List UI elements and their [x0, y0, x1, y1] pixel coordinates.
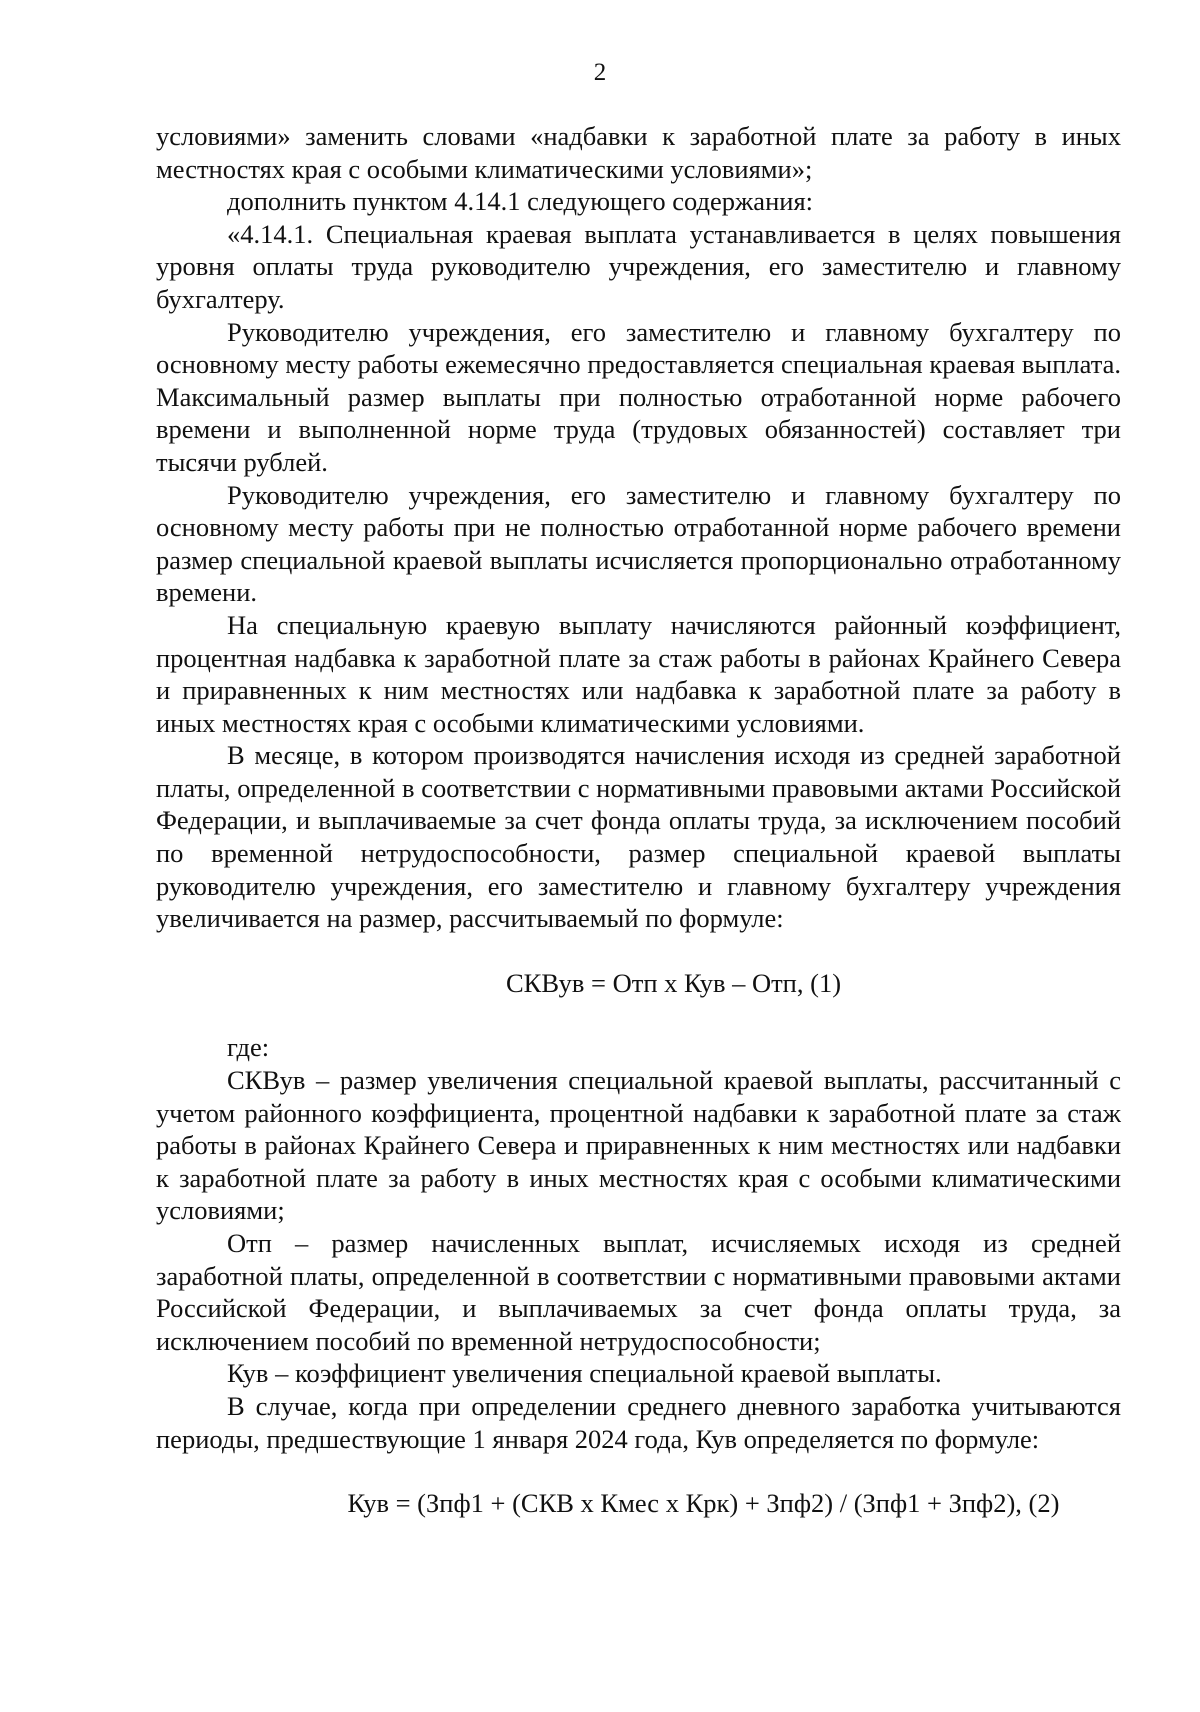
definition-skvuv: СКВув – размер увеличения специальной краевой выплаты, рассчитанный с учетом районного коэффициента, процентной надбавки к заработной плате за стаж работы в районах Крайнего Севера и приравненных к ним местностях или надбавки к заработной плате за работу в иных местностях края с особыми климатическими условиями; [156, 1065, 1121, 1226]
definition-otp: Отп – размер начисленных выплат, исчисляемых исходя из средней заработной платы, определенной в соответствии с нормативными правовыми актами Российской Федерации, и выплачиваемых за счет фонда оплаты труда, за исключением пособий по временной нетрудоспособности; [156, 1228, 1121, 1356]
where-label: где: [227, 1032, 270, 1063]
paragraph-periods-before-2024: В случае, когда при определении среднего дневного заработка учитываются периоды, предшествующие 1 января 2024 года, Кув определяется по формуле: [156, 1390, 1121, 1454]
paragraph-monthly-payment: Руководителю учреждения, его заместителю и главному бухгалтеру по основному месту работы ежемесячно предоставляется специальная краевая выплата. Максимальный размер выплаты при полностью отработанной норме рабочего времени и выполненной норме труда (трудовых обязанностей) составляет три тысячи рублей. [156, 316, 1121, 477]
document-body [156, 120, 1121, 1520]
page-number: 2 [593, 59, 607, 86]
definition-kuv: Кув – коэффициент увеличения специальной краевой выплаты. [227, 1358, 942, 1389]
formula-2: Кув = (Зпф1 + (СКВ х Кмес х Крк) + Зпф2) / (Зпф1 + Зпф2), (2) [347, 1488, 1060, 1519]
paragraph-regional-coefficient: На специальную краевую выплату начисляются районный коэффициент, процентная надбавка к заработной плате за стаж работы в районах Крайнего Севера и приравненных к ним местностях или надбавка к заработной плате за работу в иных местностях края с особыми климатическими условиями. [156, 609, 1121, 738]
paragraph-continuation: условиями» заменить словами «надбавки к заработной плате за работу в иных местностях края с особыми климатическими условиями»; [156, 121, 1121, 184]
paragraph-add-clause: дополнить пунктом 4.14.1 следующего содержания: [227, 186, 813, 217]
paragraph-average-earnings: В месяце, в котором производятся начисления исходя из средней заработной платы, определенной в соответствии с нормативными правовыми актами Российской Федерации, и выплачиваемые за счет фонда оплаты труда, за исключением пособий по временной нетрудоспособности, размер специальной краевой выплаты руководителю учреждения, его заместителю и главному бухгалтеру учреждения увеличивается на размер, рассчитываемый по формуле: [156, 740, 1121, 934]
formula-1: СКВув = Отп х Кув – Отп, (1) [505, 967, 842, 998]
paragraph-proportional-payment: Руководителю учреждения, его заместителю и главному бухгалтеру по основному месту работы при не полностью отработанной норме рабочего времени размер специальной краевой выплаты исчисляется пропорционально отработанному времени. [156, 479, 1121, 608]
paragraph-clause-4-14-1: «4.14.1. Специальная краевая выплата устанавливается в целях повышения уровня оплаты труда руководителю учреждения, его заместителю и главному бухгалтеру. [156, 218, 1121, 314]
